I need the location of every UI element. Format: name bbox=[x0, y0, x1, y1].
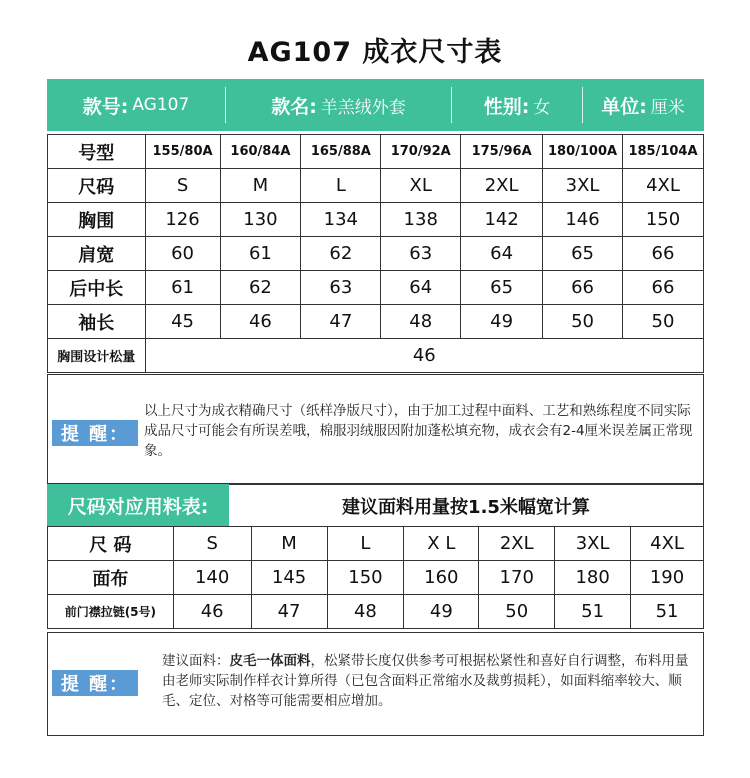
tip-label: 提 醒： bbox=[52, 670, 138, 696]
table-row bbox=[48, 527, 704, 561]
table-cell: 49 bbox=[404, 595, 479, 629]
tip-text: 以上尺寸为成衣精确尺寸（纸样净版尺寸），由于加工过程中面料、工艺和熟练程度不同实际成品尺寸可能会有所误差哦，棉服羽绒服因附加蓬松填充物，成衣会有2-4厘米误差属正常现象。 bbox=[144, 403, 693, 459]
row-header: 后中长 bbox=[48, 271, 146, 305]
tip-label: 提 醒： bbox=[52, 420, 138, 446]
page-title: AG107 成衣尺寸表 bbox=[247, 37, 503, 68]
fabric-note: 建议面料用量按1.5米幅宽计算 bbox=[229, 484, 704, 526]
row-header: 胸围设计松量 bbox=[48, 339, 146, 373]
row-header: 袖长 bbox=[48, 305, 146, 339]
table-row bbox=[48, 271, 704, 305]
tip-box-1 bbox=[47, 374, 704, 484]
table-cell: 66 bbox=[623, 237, 704, 271]
table-cell: 142 bbox=[461, 203, 543, 237]
table-cell: 46 bbox=[173, 595, 251, 629]
row-header: 号型 bbox=[48, 135, 146, 169]
table-cell: 146 bbox=[543, 203, 623, 237]
table-cell: 134 bbox=[301, 203, 381, 237]
table-cell: 49 bbox=[461, 305, 543, 339]
table-cell: 160/84A bbox=[220, 135, 301, 169]
gender: 性别: 女 bbox=[483, 95, 551, 118]
table-cell: 48 bbox=[327, 595, 404, 629]
table-row bbox=[48, 339, 704, 373]
table-row bbox=[48, 203, 704, 237]
table-cell: 185/104A bbox=[623, 135, 704, 169]
table-cell: 130 bbox=[220, 203, 301, 237]
table-cell: 61 bbox=[145, 271, 220, 305]
row-header: 尺码 bbox=[48, 169, 146, 203]
table-cell: 190 bbox=[631, 561, 704, 595]
table-cell: 48 bbox=[381, 305, 461, 339]
style-name: 款名: 羊羔绒外套 bbox=[271, 95, 406, 118]
table-cell: L bbox=[327, 527, 404, 561]
table-cell: X L bbox=[404, 527, 479, 561]
table-cell: S bbox=[145, 169, 220, 203]
table-cell: 46 bbox=[220, 305, 301, 339]
table-cell: 47 bbox=[251, 595, 327, 629]
table-cell: 50 bbox=[623, 305, 704, 339]
table-cell: 170/92A bbox=[381, 135, 461, 169]
table-cell: 50 bbox=[543, 305, 623, 339]
table-cell: 150 bbox=[623, 203, 704, 237]
table-cell: 4XL bbox=[631, 527, 704, 561]
table-row bbox=[48, 305, 704, 339]
table-row bbox=[48, 169, 704, 203]
table-cell: 180/100A bbox=[543, 135, 623, 169]
table-cell: 63 bbox=[381, 237, 461, 271]
table-cell: M bbox=[220, 169, 301, 203]
table-cell: 47 bbox=[301, 305, 381, 339]
unit: 单位: 厘米 bbox=[601, 95, 685, 118]
table-cell: 63 bbox=[301, 271, 381, 305]
table-cell: 170 bbox=[479, 561, 555, 595]
table-cell: 62 bbox=[220, 271, 301, 305]
table-cell: 150 bbox=[327, 561, 404, 595]
table-cell: L bbox=[301, 169, 381, 203]
table-cell: M bbox=[251, 527, 327, 561]
table-cell: 175/96A bbox=[461, 135, 543, 169]
table-cell: 51 bbox=[631, 595, 704, 629]
row-header: 面布 bbox=[48, 561, 174, 595]
table-cell: S bbox=[173, 527, 251, 561]
table-cell: 51 bbox=[555, 595, 631, 629]
style-no: 款号: AG107 bbox=[82, 95, 190, 118]
row-header: 胸围 bbox=[48, 203, 146, 237]
row-header: 尺 码 bbox=[48, 527, 174, 561]
table-row bbox=[48, 561, 704, 595]
table-cell: 65 bbox=[543, 237, 623, 271]
table-row bbox=[48, 135, 704, 169]
table-cell: 2XL bbox=[461, 169, 543, 203]
ease-value: 46 bbox=[145, 339, 703, 373]
table-cell: 64 bbox=[381, 271, 461, 305]
table-cell: 2XL bbox=[479, 527, 555, 561]
table-cell: 126 bbox=[145, 203, 220, 237]
table-cell: 3XL bbox=[555, 527, 631, 561]
table-cell: 155/80A bbox=[145, 135, 220, 169]
header-bar bbox=[47, 79, 704, 131]
table-cell: 45 bbox=[145, 305, 220, 339]
table-row bbox=[48, 237, 704, 271]
table-cell: 140 bbox=[173, 561, 251, 595]
tip-text: 建议面料：皮毛一体面料，松紧带长度仅供参考可根据松紧性和喜好自行调整，布料用量由老师实际制作样衣计算所得（已包含面料正常缩水及裁剪损耗），如面料缩率较大、顺毛、定位、对格等可能需要相应增加。 bbox=[162, 653, 689, 709]
table-cell: 60 bbox=[145, 237, 220, 271]
table-cell: 50 bbox=[479, 595, 555, 629]
table-cell: 66 bbox=[543, 271, 623, 305]
table-cell: 160 bbox=[404, 561, 479, 595]
table-cell: 61 bbox=[220, 237, 301, 271]
tip-box-2 bbox=[47, 632, 704, 736]
table-cell: 138 bbox=[381, 203, 461, 237]
table-cell: 145 bbox=[251, 561, 327, 595]
table-cell: 165/88A bbox=[301, 135, 381, 169]
size-table bbox=[47, 134, 704, 373]
table-cell: 64 bbox=[461, 237, 543, 271]
table-cell: 65 bbox=[461, 271, 543, 305]
table-cell: 180 bbox=[555, 561, 631, 595]
table-row bbox=[48, 595, 704, 629]
table-cell: 62 bbox=[301, 237, 381, 271]
table-cell: XL bbox=[381, 169, 461, 203]
fabric-section-title: 尺码对应用料表: bbox=[47, 484, 229, 526]
table-cell: 66 bbox=[623, 271, 704, 305]
table-cell: 3XL bbox=[543, 169, 623, 203]
row-header: 肩宽 bbox=[48, 237, 146, 271]
table-cell: 4XL bbox=[623, 169, 704, 203]
fabric-table bbox=[47, 526, 704, 629]
row-header: 前门襟拉链(5号) bbox=[48, 595, 174, 629]
